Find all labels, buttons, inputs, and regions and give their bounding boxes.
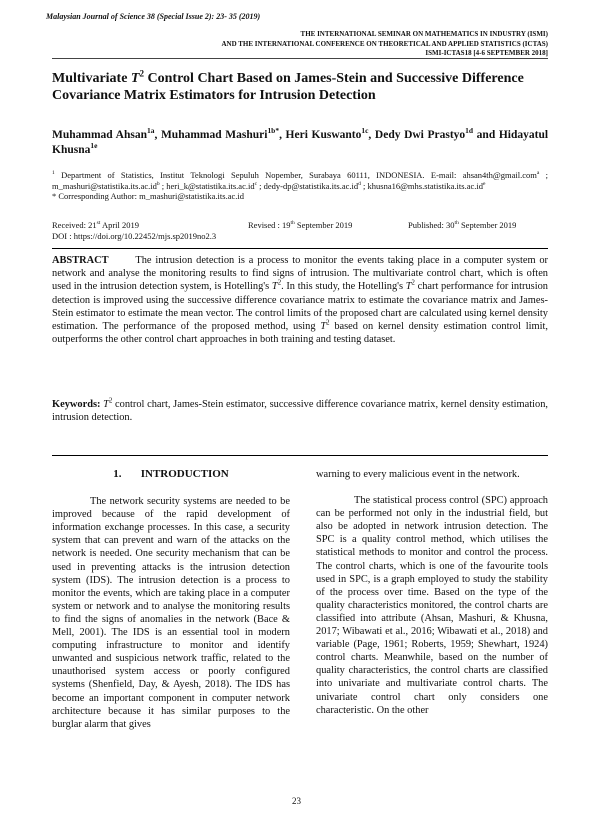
affil-marker: 1	[52, 170, 55, 177]
revised-suffix: th	[290, 220, 295, 227]
t-symbol: T	[320, 321, 327, 333]
abstract-text-2: . In this study, the Hotelling's	[281, 281, 406, 293]
author-affil: 1a	[147, 126, 155, 136]
author-list	[52, 128, 548, 158]
conference-line-3: ISMI-ICTAS18 [4-6 SEPTEMBER 2018]	[425, 49, 548, 57]
received-date	[52, 220, 139, 230]
revised-label: Revised : 19	[248, 220, 291, 230]
keywords-label: Keywords:	[52, 399, 104, 410]
published-tail: September 2019	[458, 220, 517, 230]
author-name: Muhammad Ahsan	[52, 129, 147, 141]
published-label: Published: 30	[408, 220, 455, 230]
corresponding-author: * Corresponding Author: m_mashuri@statistika.its.ac.id	[52, 191, 244, 201]
abstract-label: ABSTRACT	[52, 255, 109, 266]
header-divider	[52, 58, 548, 59]
paper-title	[52, 70, 548, 104]
conference-line-1: THE INTERNATIONAL SEMINAR ON MATHEMATICS IN INDUSTRY (ISMI)	[300, 30, 548, 38]
email-e: khusna16@mhs.statistika.its.ac.id	[367, 180, 484, 191]
author-sep: ,	[154, 129, 161, 141]
right-column	[316, 468, 548, 717]
published-date	[408, 220, 516, 230]
author-name: Heri Kuswanto	[285, 129, 362, 141]
keywords-block	[52, 398, 548, 424]
received-label: Received: 21	[52, 220, 97, 230]
abstract-top-rule	[52, 248, 548, 249]
author-sep: and	[473, 129, 499, 141]
received-suffix: st	[96, 220, 101, 227]
author-name: Muhammad Mashuri	[160, 129, 268, 141]
author-affil: 1e	[90, 141, 98, 151]
title-part-2: Control Chart Based on James-Stein and Successive Difference Covariance Matrix Estimators for Intrusion Detection	[52, 71, 524, 103]
email-marker: b	[156, 180, 160, 187]
revised-date	[248, 220, 352, 230]
left-column	[52, 468, 290, 731]
title-part-1: Multivariate	[52, 71, 131, 86]
title-t-superscript: 2	[139, 68, 145, 79]
published-suffix: th	[454, 220, 459, 227]
abstract-text-3: chart performance for intrusion detection is improved using the successive difference covariance matrix to estimate the covariance matrix and James-Stein estimator to estimate the mean vector. The control limits of the proposed chart are calculated using kernel density estimation. The performance of the proposed method, using	[52, 281, 548, 333]
page-number: 23	[292, 796, 301, 806]
author-name: Hidayatul Khusna	[52, 129, 549, 156]
abstract-text-4: based on kernel density estimation control limit, outperforms the other control chart approaches in both training and testing dataset.	[52, 321, 549, 346]
t-superscript: 2	[326, 319, 330, 327]
email-c: heri_k@statistika.its.ac.id	[166, 180, 255, 191]
author-affil: 1d	[465, 126, 474, 136]
email-b: m_mashuri@statistika.its.ac.id	[52, 180, 157, 191]
intro-paragraph-continued: warning to every malicious event in the network.	[316, 469, 520, 480]
author-sep: ,	[368, 129, 375, 141]
t-superscript: 2	[108, 397, 113, 405]
keywords-bottom-rule	[52, 455, 548, 456]
t-symbol: T	[405, 281, 412, 293]
author-affil: 1c	[361, 126, 369, 136]
conference-header	[221, 30, 548, 59]
email-marker: a	[536, 170, 540, 177]
abstract-block	[52, 254, 548, 346]
t-symbol: T	[271, 281, 278, 293]
email-d: dedy-dp@statistika.its.ac.id	[263, 180, 359, 191]
t-superscript: 2	[277, 279, 282, 287]
section-number: 1.	[113, 468, 122, 480]
title-t-symbol: T	[130, 71, 140, 86]
journal-header: Malaysian Journal of Science 38 (Special Issue 2): 23- 35 (2019)	[46, 12, 261, 21]
conference-line-2: AND THE INTERNATIONAL CONFERENCE ON THEORETICAL AND APPLIED STATISTICS (ICTAS)	[221, 39, 548, 48]
email-marker: c	[254, 180, 258, 187]
intro-paragraph-2: The statistical process control (SPC) approach can be performed not only in the industrial field, but also be adopted in network intrusion detection. The SPC is a quality control method, which utilises the statistical methods to monitor and control the process. The control charts, which is one of the favourite tools used in SPC, is a graph employed to study the stability of the process over time. Based on the type of the quality characteristics monitored, the control charts are classified into attribute (Ahsan, Mashuri, & Khusna, 2017; Wibawati et al., 2016; Wibawati et al., 2018) and variable (Page, 1961; Roberts, 1959; Shewhart, 1924) control charts. Meanwhile, based on the number of quality characteristics, the control charts are classified into univariate and multivariate control charts. The univariate control chart only considers one characteristic. On the other	[316, 495, 548, 716]
affiliation-block: $^1$ Department of Statistics, Institut Teknologi Sepuluh Nopember, Surabaya 60111, INDONESIA. E-mail: ahsan4th@gmail.com$^a$ ; $m\_mashuri@statistika.its.ac.id^b$ ; $heri\_k@statistika.its.ac.id^c$ ; dedy-$dp@statistika.its.ac.id^d$ ; $khusna16@mhs.statistika.its.ac.id^e$ * Corresponding Author: m_mashuri@statistika.its.ac.id	[52, 170, 548, 201]
author-sep: ,	[279, 129, 286, 141]
received-tail: April 2019	[100, 220, 140, 230]
intro-paragraph-1: The network security systems are needed to be improved because of the rapid development of information exchange processes. In this case, a security system that can prevent and warn of the attacks on the network is needed. One security mechanism that can be used in preventing attacks is the intrusion detection system (IDS). The intrusion detection is a process to monitor the events, which are taking place in a computer system or network and to analyse the monitoring results to find the signs of anomalies in the network (Bace & Mell, 2001). The IDS is an essential tool in modern computing infrastructure to monitor and identify unwanted and suspicious network traffic, related to the unauthorised system access or poorly configured systems (Shenfield, Day, & Ayesh, 2018). The IDS has become an important component in computer network architecture because it has similar purposes to the burglar alarm that gives	[52, 496, 290, 730]
abstract-text-1: The intrusion detection is a process to monitor the events taking place in a computer system or network and analyse the monitoring results to find signs of intrusion. The multivariate control chart, which is often used in the intrusion detection system, is Hotelling's	[52, 255, 549, 293]
keywords-text: control chart, James-Stein estimator, successive difference covariance matrix, kernel density estimation, intrusion detection.	[52, 399, 548, 424]
t-symbol: T	[103, 399, 109, 410]
email-marker: e	[483, 180, 486, 187]
author-affil: 1b*	[267, 126, 280, 136]
affiliation-text: Department of Statistics, Institut Teknologi Sepuluh Nopember, Surabaya 60111, INDONESIA. E-mail: ahsan4th@gmail.com	[61, 170, 537, 180]
author-name: Dedy Dwi Prastyo	[374, 129, 466, 141]
section-title: INTRODUCTION	[140, 468, 229, 480]
t-superscript: 2	[411, 279, 415, 287]
revised-tail: September 2019	[294, 220, 353, 230]
section-heading	[52, 468, 290, 481]
paragraph-spacer	[316, 481, 548, 494]
doi-link[interactable]: DOI : https://doi.org/10.22452/mjs.sp2019no2.3	[52, 231, 217, 241]
email-marker: d	[358, 180, 361, 187]
